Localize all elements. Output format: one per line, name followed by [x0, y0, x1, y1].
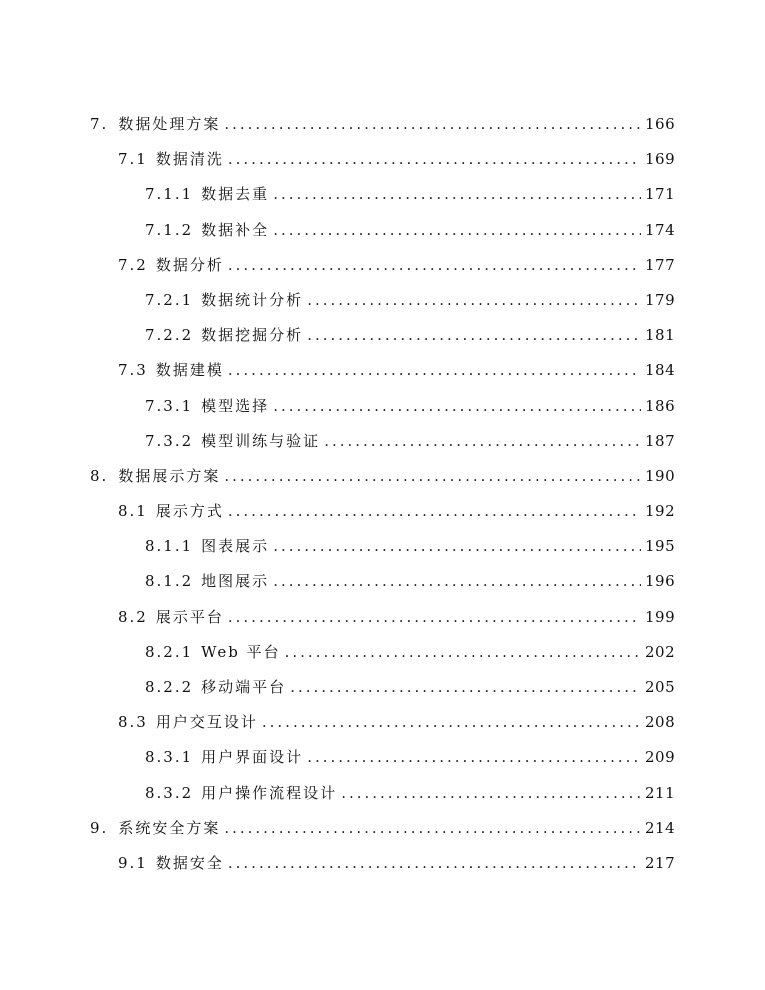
toc-entry-title: 数据建模	[155, 361, 224, 380]
toc-entry-page: 202	[645, 642, 676, 661]
toc-entry[interactable]	[0, 248, 765, 283]
toc-entry-number: 7.3	[118, 361, 148, 380]
toc-entry-title: 用户操作流程设计	[201, 783, 338, 802]
toc-entry[interactable]	[0, 670, 765, 705]
toc-entry-page: 190	[645, 466, 676, 485]
toc-entry-page: 179	[645, 290, 676, 309]
toc-entry-number: 7.1	[118, 150, 148, 169]
toc-dot-leader	[228, 600, 641, 635]
toc-entry-number: 8.1	[118, 502, 148, 521]
toc-entry-title: 模型训练与验证	[201, 431, 321, 450]
toc-entry-page: 169	[645, 150, 676, 169]
toc-entry-number: 7.	[90, 115, 109, 133]
toc-entry[interactable]	[0, 776, 765, 811]
toc-entry-page: 181	[645, 326, 676, 345]
toc-entry-page: 199	[645, 607, 676, 626]
toc-entry[interactable]	[0, 213, 765, 248]
toc-entry[interactable]	[0, 142, 765, 177]
toc-entry[interactable]	[0, 107, 765, 142]
toc-entry-page: 186	[645, 396, 676, 415]
toc-entry-number: 7.1.1	[145, 185, 194, 204]
toc-entry-page: 211	[645, 783, 676, 802]
toc-entry-title: 系统安全方案	[118, 818, 221, 837]
toc-entry-number: 9.1	[118, 853, 148, 872]
toc-entry[interactable]	[0, 424, 765, 459]
toc-entry[interactable]	[0, 846, 765, 881]
toc-dot-leader	[307, 318, 641, 353]
toc-dot-leader	[290, 670, 641, 705]
toc-entry[interactable]	[0, 318, 765, 353]
toc-entry[interactable]	[0, 389, 765, 424]
toc-entry-page: 217	[645, 853, 676, 872]
toc-entry-title: 数据挖掘分析	[201, 326, 304, 345]
toc-entry-title: 展示方式	[155, 502, 224, 521]
toc-entry-number: 8.1.1	[145, 537, 194, 556]
toc-dot-leader	[324, 424, 641, 459]
toc-entry-number: 8.2	[118, 607, 148, 626]
toc-entry[interactable]	[0, 705, 765, 740]
toc-entry-number: 8.1.2	[145, 572, 194, 591]
toc-dot-leader	[307, 740, 641, 775]
toc-entry-title: 图表展示	[201, 537, 270, 556]
toc-entry-number: 8.3.2	[145, 783, 194, 802]
toc-entry-number: 7.2.1	[145, 290, 194, 309]
toc-entry-page: 174	[645, 220, 676, 239]
toc-entry[interactable]	[0, 635, 765, 670]
toc-entry[interactable]	[0, 811, 765, 846]
toc-dot-leader	[285, 635, 641, 670]
toc-entry-number: 7.1.2	[145, 220, 194, 239]
toc-entry-number: 8.	[90, 466, 109, 485]
toc-entry[interactable]	[0, 740, 765, 775]
toc-dot-leader	[228, 494, 641, 529]
toc-entry-title: 地图展示	[201, 572, 270, 591]
toc-entry-number: 7.3.2	[145, 431, 194, 450]
toc-dot-leader	[273, 564, 641, 599]
toc-entry-page: 184	[645, 361, 676, 380]
toc-entry[interactable]	[0, 564, 765, 599]
toc-entry-number: 7.2	[118, 255, 148, 274]
toc-dot-leader	[228, 248, 641, 283]
toc-dot-leader	[273, 213, 641, 248]
toc-entry-page: 187	[645, 431, 676, 450]
toc-entry[interactable]	[0, 600, 765, 635]
toc-dot-leader	[228, 353, 641, 388]
toc-entry-title: 数据统计分析	[201, 290, 304, 309]
toc-dot-leader	[262, 705, 641, 740]
toc-entry-page: 171	[645, 185, 676, 204]
toc-entry-title: 数据去重	[201, 185, 270, 204]
toc-dot-leader	[273, 177, 641, 212]
toc-entry[interactable]	[0, 494, 765, 529]
toc-entry[interactable]	[0, 529, 765, 564]
toc-entry-number: 7.2.2	[145, 326, 194, 345]
toc-entry-number: 8.2.1	[145, 642, 194, 661]
table-of-contents	[0, 107, 765, 881]
toc-entry-title: 移动端平台	[201, 678, 287, 696]
toc-dot-leader	[224, 811, 641, 846]
toc-entry-title: 数据安全	[155, 853, 224, 872]
toc-entry-number: 8.3	[118, 713, 148, 732]
toc-entry-page: 195	[645, 537, 676, 556]
toc-entry-title: Web 平台	[201, 642, 281, 661]
toc-dot-leader	[273, 529, 641, 564]
toc-dot-leader	[341, 776, 641, 811]
toc-entry[interactable]	[0, 177, 765, 212]
toc-entry-title: 模型选择	[201, 396, 270, 415]
toc-entry[interactable]	[0, 353, 765, 388]
toc-dot-leader	[273, 389, 641, 424]
toc-entry-title: 数据补全	[201, 220, 270, 239]
toc-entry-title: 用户界面设计	[201, 748, 304, 767]
toc-entry[interactable]	[0, 459, 765, 494]
toc-entry-title: 数据分析	[155, 255, 224, 274]
toc-entry-title: 展示平台	[155, 607, 224, 626]
toc-entry-page: 214	[645, 818, 676, 837]
toc-entry[interactable]	[0, 283, 765, 318]
toc-entry-page: 166	[645, 115, 676, 133]
toc-entry-number: 8.3.1	[145, 748, 194, 767]
toc-entry-page: 208	[645, 713, 676, 732]
toc-entry-number: 7.3.1	[145, 396, 194, 415]
toc-entry-page: 196	[645, 572, 676, 591]
toc-dot-leader	[224, 107, 641, 142]
toc-entry-page: 209	[645, 748, 676, 767]
toc-entry-title: 数据处理方案	[118, 115, 221, 133]
toc-entry-number: 9.	[90, 818, 109, 837]
toc-entry-title: 数据展示方案	[118, 466, 221, 485]
toc-entry-page: 177	[645, 255, 676, 274]
toc-entry-title: 数据清洗	[155, 150, 224, 169]
toc-dot-leader	[224, 459, 641, 494]
toc-entry-number: 8.2.2	[145, 678, 194, 696]
toc-dot-leader	[228, 142, 641, 177]
toc-dot-leader	[228, 846, 641, 881]
toc-dot-leader	[307, 283, 641, 318]
toc-entry-page: 205	[645, 678, 676, 696]
toc-entry-title: 用户交互设计	[155, 713, 258, 732]
toc-entry-page: 192	[645, 502, 676, 521]
